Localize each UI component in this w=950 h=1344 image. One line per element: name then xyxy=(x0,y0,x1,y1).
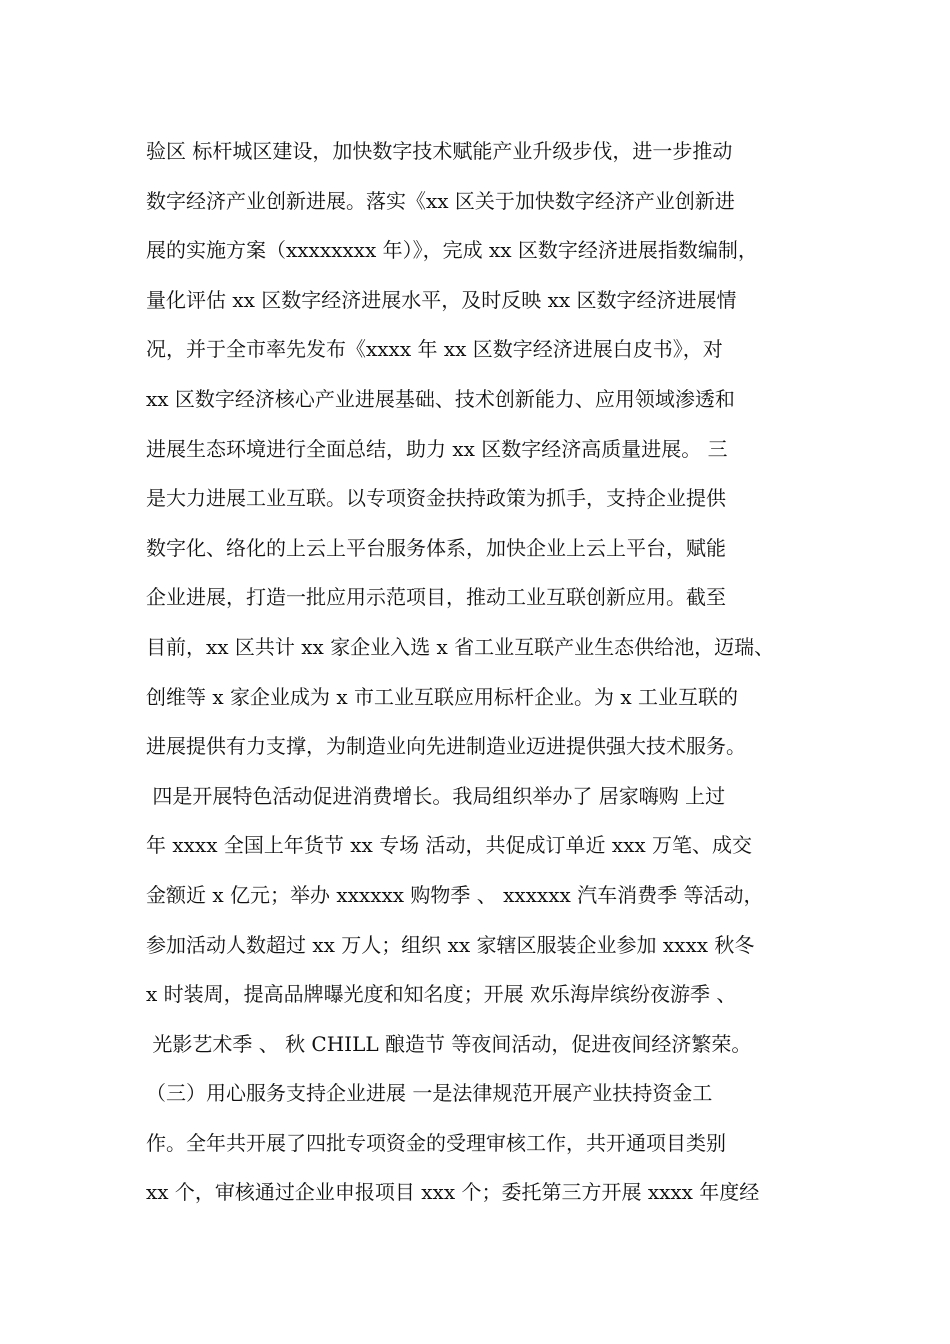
text-line: 况，并于全市率先发布《xxxx 年 xx 区数字经济进展白皮书》，对 xyxy=(146,337,723,362)
text-line: 企业进展，打造一批应用示范项目，推动工业互联创新应用。截至 xyxy=(146,585,726,610)
body-text xyxy=(146,127,806,1218)
text-line: 验区 标杆城区建设，加快数字技术赋能产业升级步伐，进一步推动 xyxy=(146,139,733,163)
text-line: 数字化、络化的上云上平台服务体系，加快企业上云上平台，赋能 xyxy=(146,535,726,560)
text-line: 作。全年共开展了四批专项资金的受理审核工作，共开通项目类别 xyxy=(146,1130,726,1155)
text-line: 光影艺术季 、 秋 CHILL 酿造节 等夜间活动，促进夜间经济繁荣。 xyxy=(146,1031,752,1056)
text-line: 数字经济产业创新进展。落实《xx 区关于加快数字经济产业创新进 xyxy=(146,188,735,213)
text-line: xx 区数字经济核心产业进展基础、技术创新能力、应用领域渗透和 xyxy=(146,386,735,411)
text-line: 进展生态环境进行全面总结，助力 xx 区数字经济高质量进展。 三 xyxy=(146,436,728,461)
text-line: 进展提供有力支撑，为制造业向先进制造业迈进提供强大技术服务。 xyxy=(146,734,746,759)
text-line: 是大力进展工业互联。以专项资金扶持政策为抓手，支持企业提供 xyxy=(146,486,726,511)
text-line: x 时装周，提高品牌曝光度和知名度；开展 欢乐海岸缤纷夜游季 、 xyxy=(146,982,737,1007)
text-line: 参加活动人数超过 xx 万人；组织 xx 家辖区服装企业参加 xxxx 秋冬 xyxy=(146,932,755,957)
text-line: xx 个，审核通过企业申报项目 xxx 个；委托第三方开展 xxxx 年度经 xyxy=(146,1180,760,1205)
text-line: 展的实施方案（xxxxxxxx 年）》，完成 xx 区数字经济进展指数编制， xyxy=(146,238,758,263)
text-line: 目前，xx 区共计 xx 家企业入选 x 省工业互联产业生态供给池，迈瑞、 xyxy=(146,634,775,659)
text-line: 创维等 x 家企业成为 x 市工业互联应用标杆企业。为 x 工业互联的 xyxy=(146,684,738,709)
text-line: （三）用心服务支持企业进展 一是法律规范开展产业扶持资金工 xyxy=(146,1081,713,1106)
text-line: 量化评估 xx 区数字经济进展水平，及时反映 xx 区数字经济进展情 xyxy=(146,287,737,312)
text-line: 金额近 x 亿元；举办 xxxxxx 购物季 、 xxxxxx 汽车消费季 等活动， xyxy=(146,882,764,907)
text-line: 年 xxxx 全国上年货节 xx 专场 活动，共促成订单近 xxx 万笔、成交 xyxy=(146,833,753,858)
text-line: 四是开展特色活动促进消费增长。我局组织举办了 居家嗨购 上过 xyxy=(146,783,726,808)
